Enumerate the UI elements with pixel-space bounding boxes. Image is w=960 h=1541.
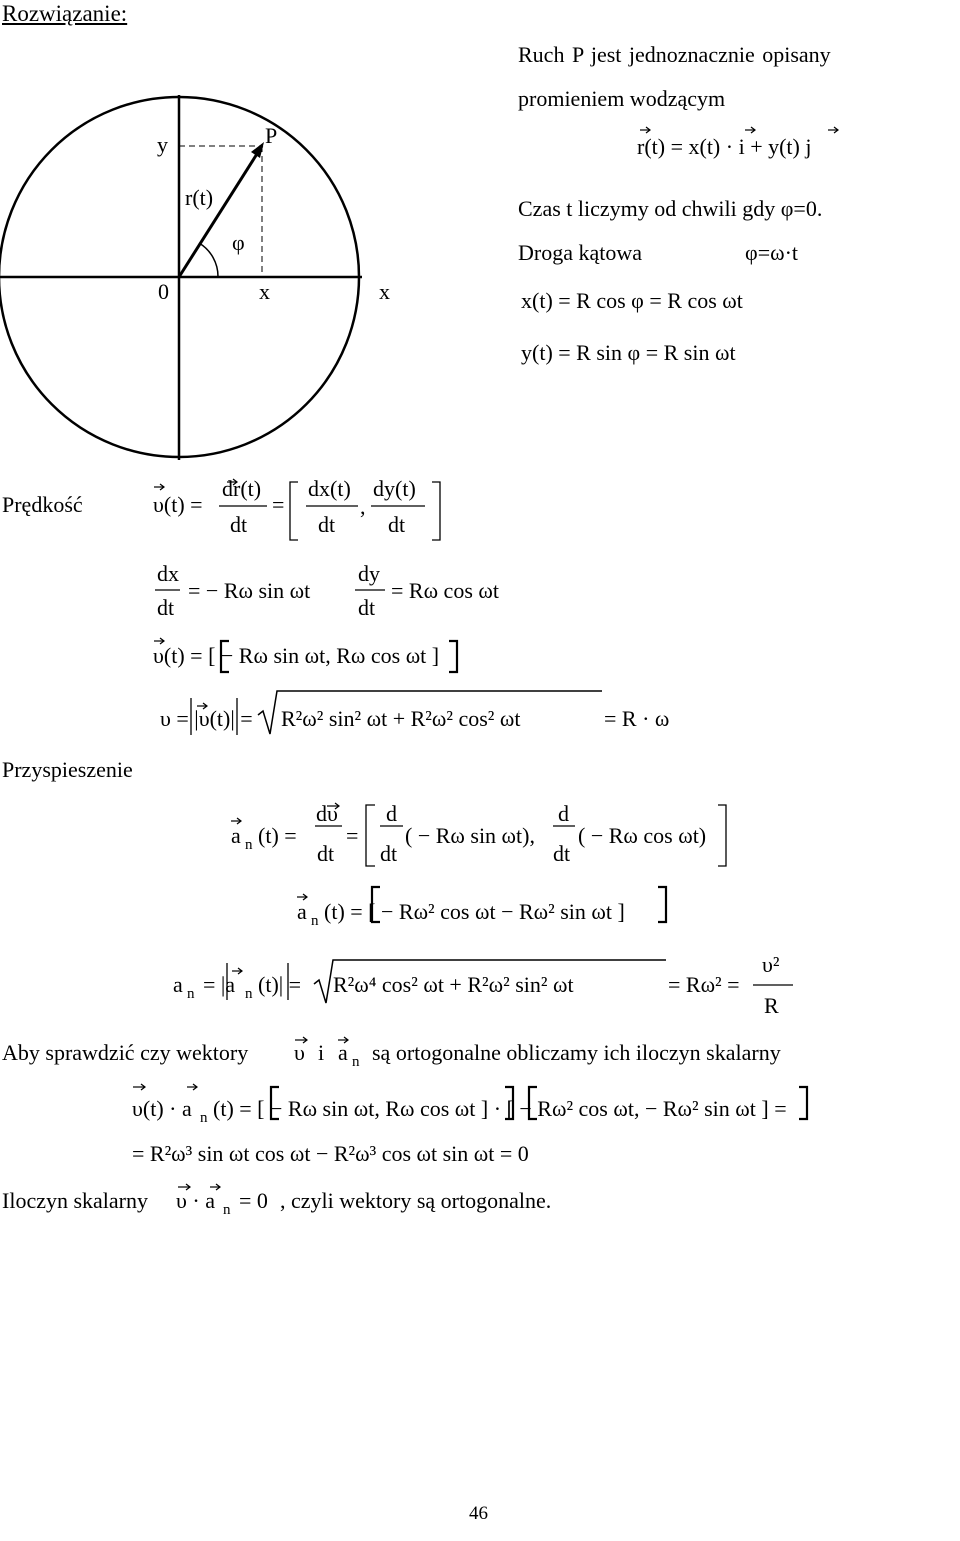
intro-line2: promieniem wodzącym xyxy=(518,86,726,111)
an-symbol-2: a xyxy=(297,899,307,924)
an-magnitude-rhs: = Rω² = xyxy=(668,972,740,997)
check-text-post: są ortogonalne obliczamy ich iloczyn skalarny xyxy=(372,1040,781,1065)
figure-label-r: r(t) xyxy=(185,185,214,210)
dv-numerator: dυ xyxy=(316,801,338,826)
angular-path-label: Droga kątowa xyxy=(518,240,643,265)
acc-part1: ( − Rω sin ωt), xyxy=(405,823,535,848)
intro-line3: Czas t liczymy od chwili gdy φ=0. xyxy=(518,196,823,221)
n-subscript-2: n xyxy=(311,913,319,929)
equals-sign-a: = xyxy=(346,823,359,848)
velocity-label: Prędkość xyxy=(2,492,83,517)
figure-label-x-axis: x xyxy=(379,279,390,304)
angular-path-equation: φ=ω·t xyxy=(745,240,799,265)
velocity-magnitude-radicand: R²ω² sin² ωt + R²ω² cos² ωt xyxy=(281,706,521,731)
check-a: a xyxy=(338,1040,348,1065)
velocity-lhs: υ(t) = xyxy=(153,492,203,517)
conclusion-eq: υ · a xyxy=(176,1188,215,1213)
abs-bars xyxy=(191,698,288,1000)
acceleration-label: Przyspieszenie xyxy=(2,757,133,782)
equals-sign: = xyxy=(272,492,285,517)
figure-label-origin: 0 xyxy=(158,279,169,304)
dy-numerator: dy(t) xyxy=(373,476,416,501)
conclusion-eq2: = 0 xyxy=(239,1188,268,1213)
page-number: 46 xyxy=(469,1503,488,1524)
an-lhs: (t) = xyxy=(258,823,297,848)
dt-denominator-1: dt xyxy=(230,512,248,537)
an-magnitude-radicand: R²ω⁴ cos² ωt + R²ω² sin² ωt xyxy=(333,972,574,997)
acc-part2: ( − Rω cos ωt) xyxy=(578,823,707,848)
velocity-magnitude-rhs: = R · ω xyxy=(604,706,670,731)
angle-arc xyxy=(199,243,218,277)
d-numerator-1: d xyxy=(386,801,397,826)
dot-n-subscript: n xyxy=(200,1110,208,1126)
figure-label-x-projection: x xyxy=(259,279,270,304)
velocity-magnitude-lhs: υ = |υ(t)| = xyxy=(160,706,253,731)
y-equation: y(t) = R sin φ = R sin ωt xyxy=(521,340,736,365)
conclusion-post: , czyli wektory są ortogonalne. xyxy=(280,1188,552,1213)
dot-product-result: = R²ω³ sin ωt cos ωt − R²ω³ cos ωt sin ωt = 0 xyxy=(132,1141,529,1166)
check-text-pre: Aby sprawdzić czy wektory xyxy=(2,1040,249,1065)
an-magnitude-mid2: (t)| = xyxy=(258,972,302,997)
intro-line1: Ruch P jest jednoznacznie opisany xyxy=(518,42,831,67)
comma: , xyxy=(360,494,366,519)
figure-label-P: P xyxy=(265,123,278,148)
figure-label-y: y xyxy=(157,132,168,157)
acceleration-vector: (t) = [ − Rω² cos ωt − Rω² sin ωt ] xyxy=(324,899,625,924)
dt-denominator-a2: dt xyxy=(380,841,398,866)
n-subscript-4: n xyxy=(245,986,253,1002)
dt-denominator-a3: dt xyxy=(553,841,571,866)
dx-numerator: dx(t) xyxy=(308,476,351,501)
check-n-subscript: n xyxy=(352,1054,360,1070)
R-denominator: R xyxy=(764,993,779,1018)
dx-derivative: = − Rω sin ωt xyxy=(188,578,311,603)
dt-denominator-a1: dt xyxy=(317,841,335,866)
velocity-vector: υ(t) = [ − Rω sin ωt, Rω cos ωt ] xyxy=(153,643,440,668)
conclusion-pre: Iloczyn skalarny xyxy=(2,1188,148,1213)
dt-denominator-2: dt xyxy=(318,512,336,537)
dot-product-lhs: υ(t) · a xyxy=(132,1096,192,1121)
check-i: i xyxy=(318,1040,325,1065)
dy-derivative: = Rω cos ωt xyxy=(391,578,499,603)
heading: Rozwiązanie: xyxy=(2,1,128,26)
n-subscript: n xyxy=(245,837,253,853)
radius-vector xyxy=(179,146,262,277)
dot-product-rhs: (t) = [ − Rω sin ωt, Rω cos ωt ] · [ − Rω² cos ωt, − Rω² sin ωt ] = xyxy=(213,1096,787,1121)
dx-label: dx xyxy=(157,561,179,586)
x-equation: x(t) = R cos φ = R cos ωt xyxy=(521,288,743,313)
an-symbol: a xyxy=(231,823,241,848)
position-vector-equation: r(t) = x(t) · i + y(t) j xyxy=(637,134,812,159)
figure-label-phi: φ xyxy=(232,230,245,255)
conclusion-n-subscript: n xyxy=(223,1202,231,1218)
d-numerator-2: d xyxy=(558,801,569,826)
dt-label-y: dt xyxy=(358,595,376,620)
dt-label-x: dt xyxy=(157,595,175,620)
an-magnitude-symbol: a xyxy=(173,972,183,997)
an-magnitude-mid: = |a xyxy=(203,972,236,997)
check-v: υ xyxy=(294,1040,305,1065)
dt-denominator-3: dt xyxy=(388,512,406,537)
v-squared-numerator: υ² xyxy=(762,952,780,977)
n-subscript-3: n xyxy=(187,986,195,1002)
dr-numerator: dr(t) xyxy=(222,476,262,501)
dy-label: dy xyxy=(358,561,380,586)
